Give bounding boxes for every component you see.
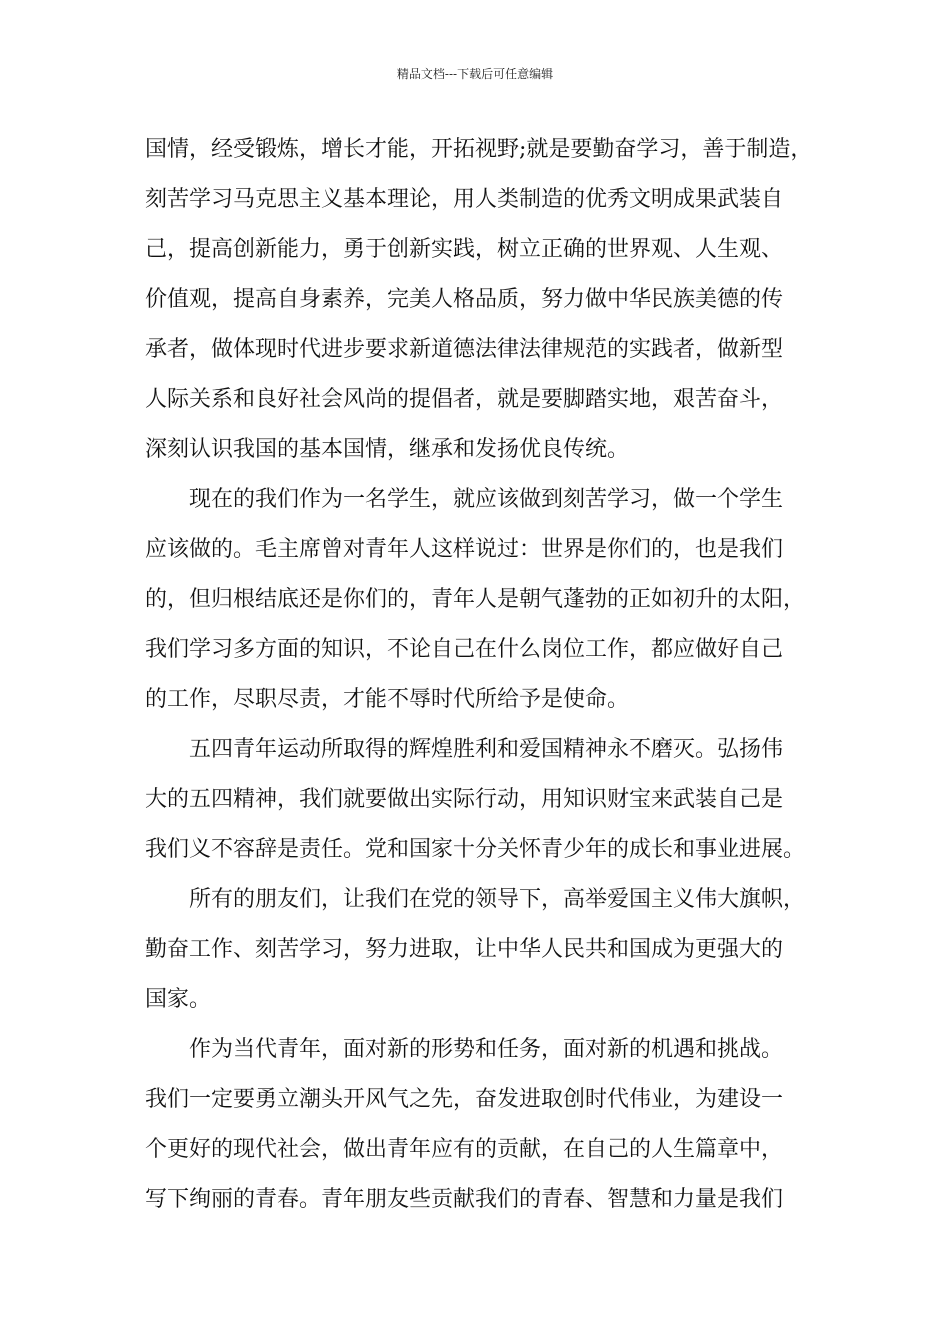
text-line: 的工作，尽职尽责，才能不辱时代所给予是使命。 [145,687,630,712]
text-line: 国家。 [145,987,212,1012]
paragraph [145,482,815,732]
text-line: 写下绚丽的青春。青年朋友些贡献我们的青春、智慧和力量是我们 [145,1187,784,1212]
text-line: 我们学习多方面的知识，不论自己在什么岗位工作，都应做好自己 [145,637,784,662]
text-line: 刻苦学习马克思主义基本理论，用人类制造的优秀文明成果武装自 [145,187,784,212]
paragraph [145,732,815,882]
text-line: 己，提高创新能力，勇于创新实践，树立正确的世界观、人生观、 [145,237,784,262]
text-line: 价值观，提高自身素养，完美人格品质，努力做中华民族美德的传 [145,287,784,312]
paragraph [145,882,815,1032]
text-line: 国情，经受锻炼，增长才能，开拓视野;就是要勤奋学习，善于制造， [145,137,813,162]
text-line: 应该做的。毛主席曾对青年人这样说过：世界是你们的，也是我们 [145,537,784,562]
text-line: 的，但归根结底还是你们的，青年人是朝气蓬勃的正如初升的太阳， [145,587,806,612]
text-line: 现在的我们作为一名学生，就应该做到刻苦学习，做一个学生 [189,487,784,512]
text-line: 大的五四精神，我们就要做出实际行动，用知识财宝来武装自己是 [145,787,784,812]
text-line: 我们一定要勇立潮头开风气之先，奋发进取创时代伟业，为建设一 [145,1087,784,1112]
text-line: 人际关系和良好社会风尚的提倡者，就是要脚踏实地，艰苦奋斗， [145,387,784,412]
text-line: 作为当代青年，面对新的形势和任务，面对新的机遇和挑战。 [189,1037,784,1062]
text-line: 所有的朋友们，让我们在党的领导下，高举爱国主义伟大旗帜， [189,887,806,912]
document-body [145,132,815,1232]
paragraph [145,132,815,482]
text-line: 深刻认识我国的基本国情，继承和发扬优良传统。 [145,437,630,462]
page-header: 精品文档---下载后可任意编辑 [396,67,554,81]
text-line: 承者，做体现时代进步要求新道德法律法律规范的实践者，做新型 [145,337,784,362]
text-line: 勤奋工作、刻苦学习，努力进取，让中华人民共和国成为更强大的 [145,937,784,962]
paragraph [145,1032,815,1232]
text-line: 我们义不容辞是责任。党和国家十分关怀青少年的成长和事业进展。 [145,837,806,862]
text-line: 五四青年运动所取得的辉煌胜利和爱国精神永不磨灭。弘扬伟 [189,737,784,762]
text-line: 个更好的现代社会，做出青年应有的贡献，在自己的人生篇章中， [145,1137,784,1162]
